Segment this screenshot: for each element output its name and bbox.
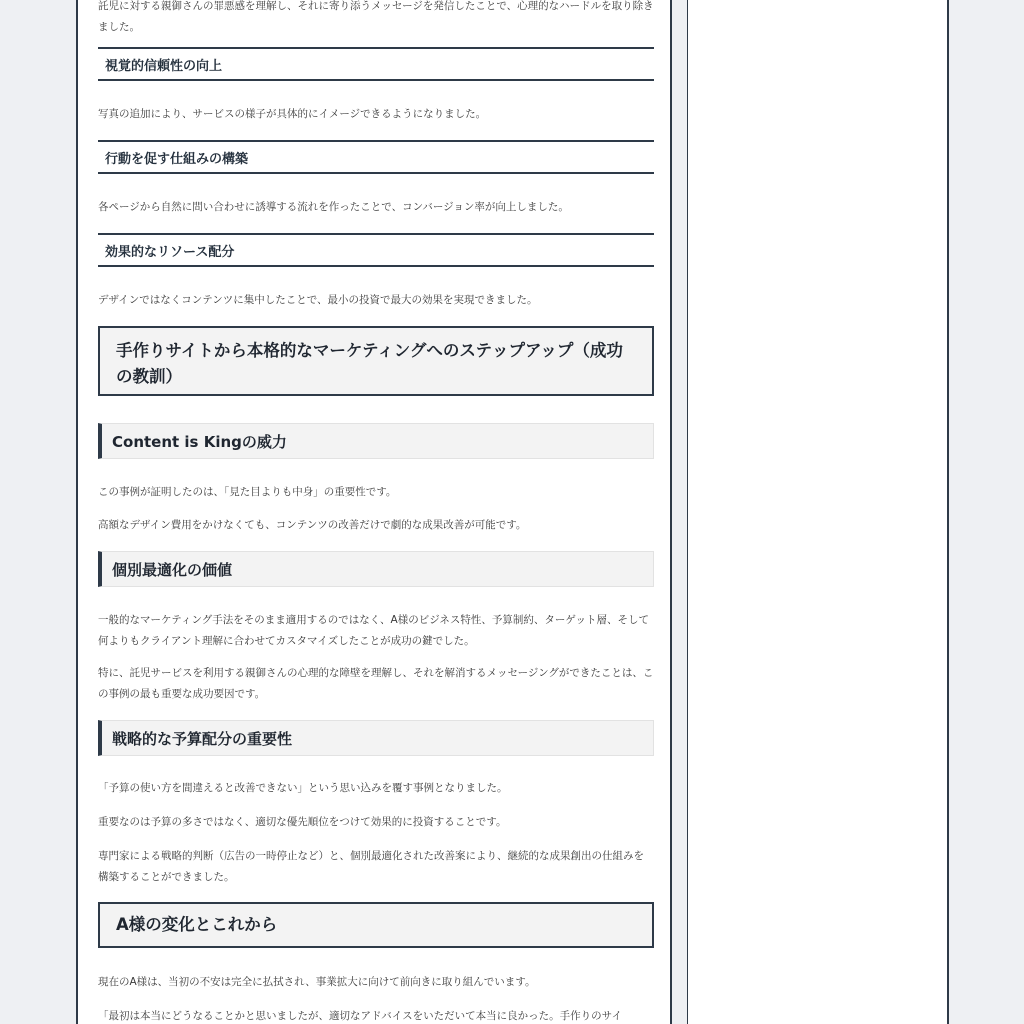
future-para-2: 「最初は本当にどうなることかと思いましたが、適切なアドバイスをいただいて本当に良かった。手作りのサイ <box>98 1010 622 1022</box>
point-text-action-mechanism: 各ページから自然に問い合わせに誘導する流れを作ったことで、コンバージョン率が向上しました。 <box>98 201 569 213</box>
content-king-para-1: この事例が証明したのは、「見た目よりも中身」の重要性です。 <box>98 486 397 498</box>
section-heading-lessons: 手作りサイトから本格的なマーケティングへのステップアップ（成功の教訓） <box>98 326 654 396</box>
point-text-visual-trust: 写真の追加により、サービスの様子が具体的にイメージできるようになりました。 <box>98 108 487 120</box>
point-heading-action-mechanism: 行動を促す仕組みの構築 <box>98 140 654 174</box>
subheading-personalization: 個別最適化の価値 <box>98 551 654 587</box>
subheading-content-is-king: Content is Kingの威力 <box>98 423 654 459</box>
personalization-para-2: 特に、託児サービスを利用する親御さんの心理的な障壁を理解し、それを解消するメッセージングができたことは、この事例の最も重要な成功要因です。 <box>98 667 654 700</box>
budget-para-3: 専門家による戦略的判断（広告の一時停止など）と、個別最適化された改善案により、継続的な成果創出の仕組みを構築することができました。 <box>98 850 644 883</box>
subheading-budget: 戦略的な予算配分の重要性 <box>98 720 654 756</box>
budget-para-1: 「予算の使い方を間違えると改善できない」という思い込みを覆す事例となりました。 <box>98 782 508 794</box>
article-column <box>76 0 672 1024</box>
point-text-resource-allocation: デザインではなくコンテンツに集中したことで、最小の投資で最大の効果を実現できました。 <box>98 294 538 306</box>
content-king-para-2: 高額なデザイン費用をかけなくても、コンテンツの改善だけで劇的な成果改善が可能です。 <box>98 519 527 531</box>
personalization-para-1: 一般的なマーケティング手法をそのまま適用するのではなく、A様のビジネス特性、予算制約、ターゲット層、そして何よりもクライアント理解に合わせてカスタマイズしたことが成功の鍵でした。 <box>98 614 649 647</box>
point-heading-visual-trust: 視覚的信頼性の向上 <box>98 47 654 81</box>
intro-paragraph: 託児に対する親御さんの罪悪感を理解し、それに寄り添うメッセージを発信したことで、心理的なハードルを取り除きました。 <box>98 0 654 33</box>
point-heading-resource-allocation: 効果的なリソース配分 <box>98 233 654 267</box>
sidebar-column <box>687 0 949 1024</box>
budget-para-2: 重要なのは予算の多さではなく、適切な優先順位をつけて効果的に投資することです。 <box>98 816 507 828</box>
section-heading-future: A様の変化とこれから <box>98 902 654 948</box>
future-para-1: 現在のA様は、当初の不安は完全に払拭され、事業拡大に向けて前向きに取り組んでいます。 <box>98 976 536 988</box>
